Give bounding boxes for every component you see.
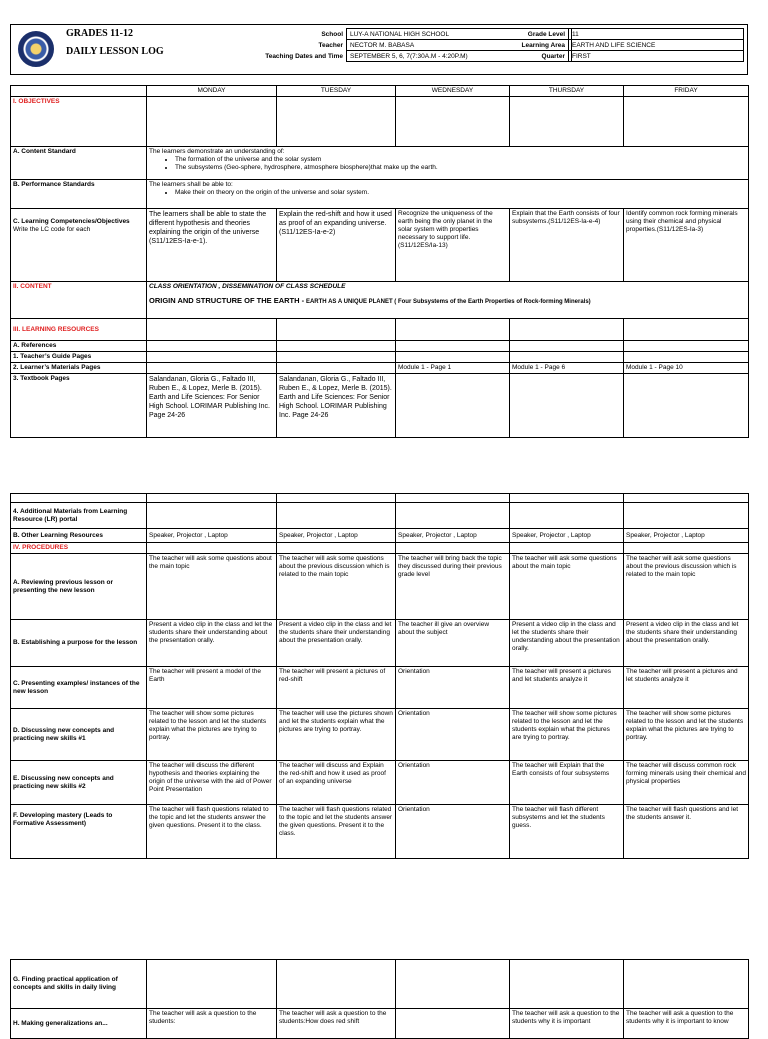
corner-cell (11, 86, 147, 97)
proc-a-tuesday: The teacher will ask some questions about the previous discussion which is related to the main topic (277, 554, 396, 620)
guide-pages-label: 1. Teacher’s Guide Pages (11, 352, 147, 363)
proc-f-label-cell (11, 805, 147, 859)
procedures-thursday (510, 543, 624, 554)
grade-info-table (500, 28, 744, 62)
resources-wednesday (396, 319, 510, 341)
proc-a-label: A. Reviewing previous lesson or presenting the new lesson (11, 554, 147, 620)
proc-a-thursday: The teacher will ask some questions about the main topic (510, 554, 624, 620)
proc-c-friday: The teacher will present a pictures and let students analyze it (624, 667, 749, 709)
proc-f-monday: The teacher will flash questions related to the topic and let the students answer the given questions. Present it to the class. (147, 805, 277, 859)
grade-value: 11 (569, 29, 744, 40)
proc-b-label: B. Establishing a purpose for the lesson (11, 620, 147, 667)
resources-friday (624, 319, 749, 341)
performance-bullet-1: • Make their on theory on the origin of the universe and solar system. (175, 189, 746, 197)
performance-standards-label: B. Performance Standards (11, 180, 147, 209)
other-resources-label: B. Other Learning Resources (11, 529, 147, 543)
additional-wednesday (396, 503, 510, 529)
lc-thursday: Explain that the Earth consists of four subsystems.(S11/12ES-Ia-e-4) (510, 209, 624, 282)
other-monday: Speaker, Projector , Laptop (147, 529, 277, 543)
procedures-wednesday (396, 543, 510, 554)
other-wednesday: Speaker, Projector , Laptop (396, 529, 510, 543)
day-monday: MONDAY (147, 86, 277, 97)
proc-a-friday: The teacher will ask some questions about the previous discussion which is related to the main topic (624, 554, 749, 620)
proc-e-thursday: The teacher will Explain that the Earth consists of four subsystems (510, 761, 624, 805)
proc-c-wednesday: Orientation (396, 667, 510, 709)
dates-label: Teaching Dates and Time (265, 52, 343, 60)
other-friday: Speaker, Projector , Laptop (624, 529, 749, 543)
proc-e-friday: The teacher will discuss common rock forming minerals using their chemical and physical properties (624, 761, 749, 805)
proc-d-monday: The teacher will show some pictures related to the lesson and let the students explain what the pictures are trying to portray. (147, 709, 277, 761)
content-line-2-sub: EARTH AS A UNIQUE PLANET ( Four Subsystems of the Earth Properties of Rock-forming Minerals) (305, 299, 591, 305)
performance-intro: The learners shall be able to: (149, 181, 233, 188)
proc-h-tuesday: The teacher will ask a question to the students:How does red shift (277, 1009, 396, 1039)
lc-label: C. Learning Competencies/Objectives (13, 218, 130, 225)
proc-g-friday (624, 960, 749, 1009)
proc-b-tuesday: Present a video clip in the class and let the students share their understanding about the presentation orally. (277, 620, 396, 667)
blank-cell-2 (147, 494, 277, 503)
dates-value: SEPTEMBER 5, 6, 7(7:30A.M - 4:20P.M) (347, 51, 572, 62)
guide-monday (147, 352, 277, 363)
materials-monday (147, 363, 277, 374)
area-value: EARTH AND LIFE SCIENCE (569, 40, 744, 51)
blank-cell-3 (277, 494, 396, 503)
day-tuesday: TUESDAY (277, 86, 396, 97)
lesson-table-top (10, 85, 749, 438)
other-thursday: Speaker, Projector , Laptop (510, 529, 624, 543)
lc-monday: The learners shall be able to state the different hypothesis and theories explaining the origin of the universe (S11/12ES-Ia-e-1). (147, 209, 277, 282)
proc-f-thursday: The teacher will flash different subsystems and let the students guess. (510, 805, 624, 859)
references-friday (624, 341, 749, 352)
resources-monday (147, 319, 277, 341)
proc-e-tuesday: The teacher will discuss and Explain the red-shift and how it used as proof of an expanding universe (277, 761, 396, 805)
additional-materials-label: 4. Additional Materials from Learning Resource (LR) portal (11, 503, 147, 529)
quarter-value: FIRST (569, 51, 744, 62)
proc-h-monday: The teacher will ask a question to the students: (147, 1009, 277, 1039)
proc-e-wednesday: Orientation (396, 761, 510, 805)
proc-h-label: H. Making generalizations an... (13, 1020, 108, 1027)
procedures-friday (624, 543, 749, 554)
lc-friday: Identify common rock forming minerals using their chemical and physical properties.(S11/12ES-Ia-3) (624, 209, 749, 282)
proc-d-wednesday: Orientation (396, 709, 510, 761)
references-wednesday (396, 341, 510, 352)
lc-tuesday: Explain the red-shift and how it used as proof of an expanding universe.(S11/12ES-Ia-e-2) (277, 209, 396, 282)
lesson-table-middle (10, 493, 749, 859)
procedures-tuesday (277, 543, 396, 554)
proc-e-label: E. Discussing new concepts and practicing new skills #2 (11, 761, 147, 805)
lc-wednesday: Recognize the uniqueness of the earth being the only planet in the solar system with properties necessary to support life.(S11/12ES/Ia-13) (396, 209, 510, 282)
references-tuesday (277, 341, 396, 352)
references-monday (147, 341, 277, 352)
additional-tuesday (277, 503, 396, 529)
proc-d-friday: The teacher will show some pictures related to the lesson and let the students explain what the pictures are trying to portray. (624, 709, 749, 761)
proc-b-monday: Present a video clip in the class and let the students share their understanding about the presentation orally. (147, 620, 277, 667)
teacher-label: Teacher (318, 41, 343, 49)
resources-tuesday (277, 319, 396, 341)
materials-wednesday: Module 1 - Page 1 (396, 363, 510, 374)
proc-c-tuesday: The teacher will present a pictures of red-shift (277, 667, 396, 709)
grade-label: Grade Level (527, 30, 565, 38)
proc-g-wednesday (396, 960, 510, 1009)
content-cell (147, 282, 749, 319)
proc-c-thursday: The teacher will present a pictures and let students analyze it (510, 667, 624, 709)
textbook-thursday (510, 374, 624, 438)
proc-f-tuesday: The teacher will flash questions related to the topic and let the students answer the given questions. Present it to the class. (277, 805, 396, 859)
blank-cell-6 (624, 494, 749, 503)
lc-sub: Write the LC code for each (13, 226, 91, 233)
proc-d-thursday: The teacher will show some pictures related to the lesson and let the students explain what the pictures are trying to portray. (510, 709, 624, 761)
teacher-value: NECTOR M. BABASA (347, 40, 572, 51)
proc-c-label: C. Presenting examples/ instances of the new lesson (11, 667, 147, 709)
proc-b-friday: Present a video clip in the class and let the students share their understanding about the presentation orally. (624, 620, 749, 667)
day-thursday: THURSDAY (510, 86, 624, 97)
materials-thursday: Module 1 - Page 6 (510, 363, 624, 374)
references-label: A. References (11, 341, 147, 352)
area-label: Learning Area (521, 41, 565, 49)
objectives-tuesday (277, 97, 396, 147)
proc-f-wednesday: Orientation (396, 805, 510, 859)
materials-tuesday (277, 363, 396, 374)
references-thursday (510, 341, 624, 352)
blank-cell-4 (396, 494, 510, 503)
proc-b-thursday: Present a video clip in the class and let the students share their understanding about the presentation orally. (510, 620, 624, 667)
procedures-monday (147, 543, 277, 554)
proc-c-monday: The teacher will present a model of the Earth (147, 667, 277, 709)
textbook-wednesday (396, 374, 510, 438)
procedures-heading: IV. PROCEDURES (11, 543, 147, 554)
objectives-monday (147, 97, 277, 147)
materials-pages-label: 2. Learner’s Materials Pages (11, 363, 147, 374)
proc-h-thursday: The teacher will ask a question to the students why it is important (510, 1009, 624, 1039)
resources-thursday (510, 319, 624, 341)
proc-e-monday: The teacher will discuss the different hypothesis and theories explaining the origin of the universe with the aid of Power Point Presentation (147, 761, 277, 805)
proc-h-friday: The teacher will ask a question to the students why it is important to know (624, 1009, 749, 1039)
log-title: DAILY LESSON LOG (66, 46, 164, 57)
other-tuesday: Speaker, Projector , Laptop (277, 529, 396, 543)
content-standard-bullet-1: • The formation of the universe and the solar system (175, 156, 746, 164)
blank-cell-5 (510, 494, 624, 503)
textbook-friday (624, 374, 749, 438)
guide-wednesday (396, 352, 510, 363)
proc-a-wednesday: The teacher will bring back the topic they discussed during their previous grade level (396, 554, 510, 620)
additional-thursday (510, 503, 624, 529)
textbook-tuesday: Salandanan, Gloria G., Faltado III, Ruben E., & Lopez, Merle B. (2015). Earth and Life Sciences: For Senior High School. LORIMAR Publishing Inc. Page 24-26 (277, 374, 396, 438)
textbook-monday: Salandanan, Gloria G., Faltado III, Ruben E., & Lopez, Merle B. (2015). Earth and Life Sciences: For Senior High School. LORIMAR Publishing Inc. Page 24-26 (147, 374, 277, 438)
guide-tuesday (277, 352, 396, 363)
lesson-table-bottom (10, 959, 749, 1039)
proc-g-label: G. Finding practical application of concepts and skills in daily living (11, 960, 147, 1009)
proc-d-tuesday: The teacher will use the pictures shown and let the students explain what the pictures are trying to portray. (277, 709, 396, 761)
guide-friday (624, 352, 749, 363)
day-friday: FRIDAY (624, 86, 749, 97)
proc-a-monday: The teacher will ask some questions about the main topic (147, 554, 277, 620)
content-standard-bullet-2: • The subsystems (Geo-sphere, hydrosphere, atmosphere biosphere)that make up the earth. (175, 164, 746, 172)
textbook-pages-label: 3. Textbook Pages (11, 374, 147, 438)
lc-label-cell (11, 209, 147, 282)
proc-d-label: D. Discussing new concepts and practicing new skills #1 (11, 709, 147, 761)
proc-g-monday (147, 960, 277, 1009)
school-value: LUY-A NATIONAL HIGH SCHOOL (347, 29, 572, 40)
performance-standards-cell (147, 180, 749, 209)
objectives-heading: I. OBJECTIVES (11, 97, 147, 147)
quarter-label: Quarter (541, 52, 565, 60)
additional-monday (147, 503, 277, 529)
materials-friday: Module 1 - Page 10 (624, 363, 749, 374)
proc-g-tuesday (277, 960, 396, 1009)
additional-friday (624, 503, 749, 529)
school-label: School (321, 30, 343, 38)
grades-title: GRADES 11-12 (66, 28, 133, 39)
guide-thursday (510, 352, 624, 363)
objectives-thursday (510, 97, 624, 147)
content-line-2-main: ORIGIN AND STRUCTURE OF THE EARTH - (149, 296, 305, 305)
proc-g-thursday (510, 960, 624, 1009)
content-line-1: CLASS ORIENTATION , DISSEMINATION OF CLASS SCHEDULE (149, 283, 346, 290)
objectives-friday (624, 97, 749, 147)
content-standard-label: A. Content Standard (11, 147, 147, 180)
content-standard-cell (147, 147, 749, 180)
content-heading: II. CONTENT (11, 282, 147, 319)
deped-seal-icon (18, 31, 54, 67)
proc-f-friday: The teacher will flash questions and let the students answer it. (624, 805, 749, 859)
content-standard-intro: The learners demonstrate an understanding of: (149, 148, 285, 155)
resources-heading: III. LEARNING RESOURCES (11, 319, 147, 341)
day-wednesday: WEDNESDAY (396, 86, 510, 97)
blank-cell-1 (11, 494, 147, 503)
proc-b-wednesday: The teacher ill give an overview about the subject (396, 620, 510, 667)
proc-f-label: F. Developing mastery (Leads to Formative Assessment) (13, 812, 113, 827)
objectives-wednesday (396, 97, 510, 147)
